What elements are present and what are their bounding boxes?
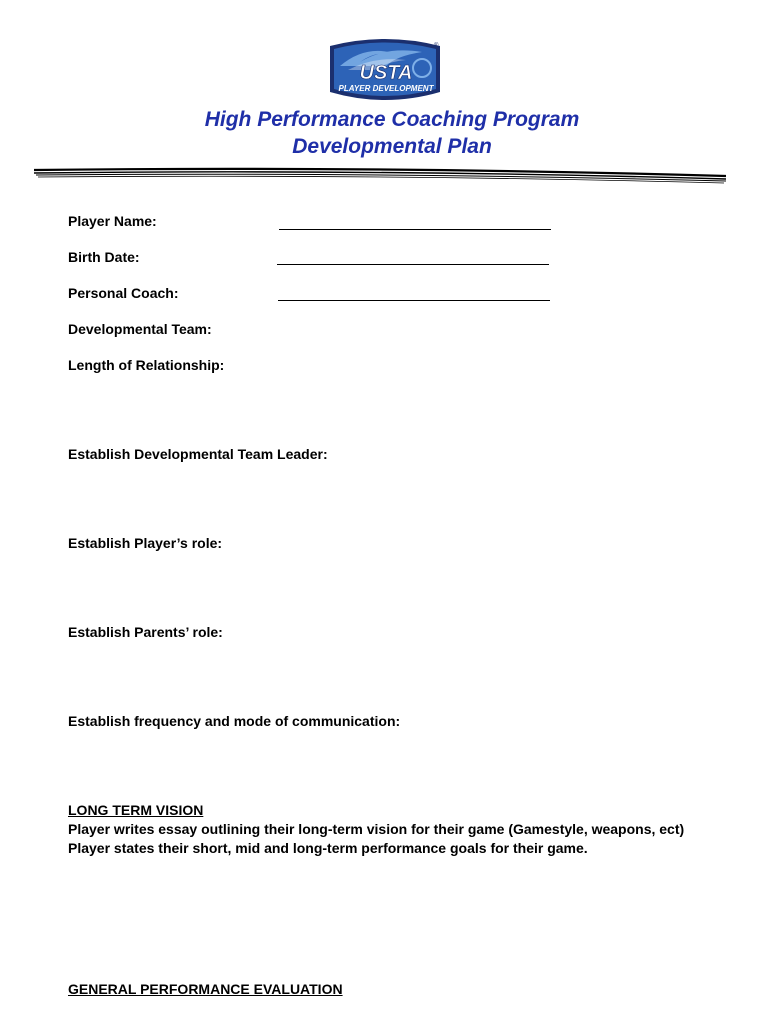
logo-brand-text: USTA: [359, 62, 413, 84]
player-name-label: Player Name:: [68, 213, 157, 229]
general-performance-evaluation-heading: GENERAL PERFORMANCE EVALUATION: [68, 981, 343, 997]
long-term-vision-text: Player writes essay outlining their long-term vision for their game (Gamestyle, weapons, ect) Player states their short, mid and long-term performance goals for their game.: [68, 821, 685, 856]
birth-date-field[interactable]: [277, 264, 549, 265]
personal-coach-label: Personal Coach:: [68, 285, 179, 301]
personal-coach-field[interactable]: [278, 300, 550, 301]
logo-sub-text: PLAYER DEVELOPMENT: [338, 84, 434, 93]
team-leader-label: Establish Developmental Team Leader:: [68, 446, 328, 462]
title-divider: [34, 164, 726, 184]
usta-player-development-logo: [326, 36, 444, 106]
length-of-relationship-label: Length of Relationship:: [68, 357, 225, 373]
long-term-vision-heading: LONG TERM VISION: [68, 802, 204, 818]
player-role-label: Establish Player’s role:: [68, 535, 223, 551]
developmental-team-label: Developmental Team:: [68, 321, 212, 337]
communication-label: Establish frequency and mode of communication:: [68, 713, 401, 729]
birth-date-label: Birth Date:: [68, 249, 140, 265]
page-subtitle: Developmental Plan: [292, 135, 492, 158]
parents-role-label: Establish Parents’ role:: [68, 624, 223, 640]
logo-registered-mark: ®: [434, 43, 439, 49]
page-title: High Performance Coaching Program: [204, 108, 580, 131]
logo-graphic: [326, 36, 444, 106]
player-name-field[interactable]: [279, 229, 551, 230]
